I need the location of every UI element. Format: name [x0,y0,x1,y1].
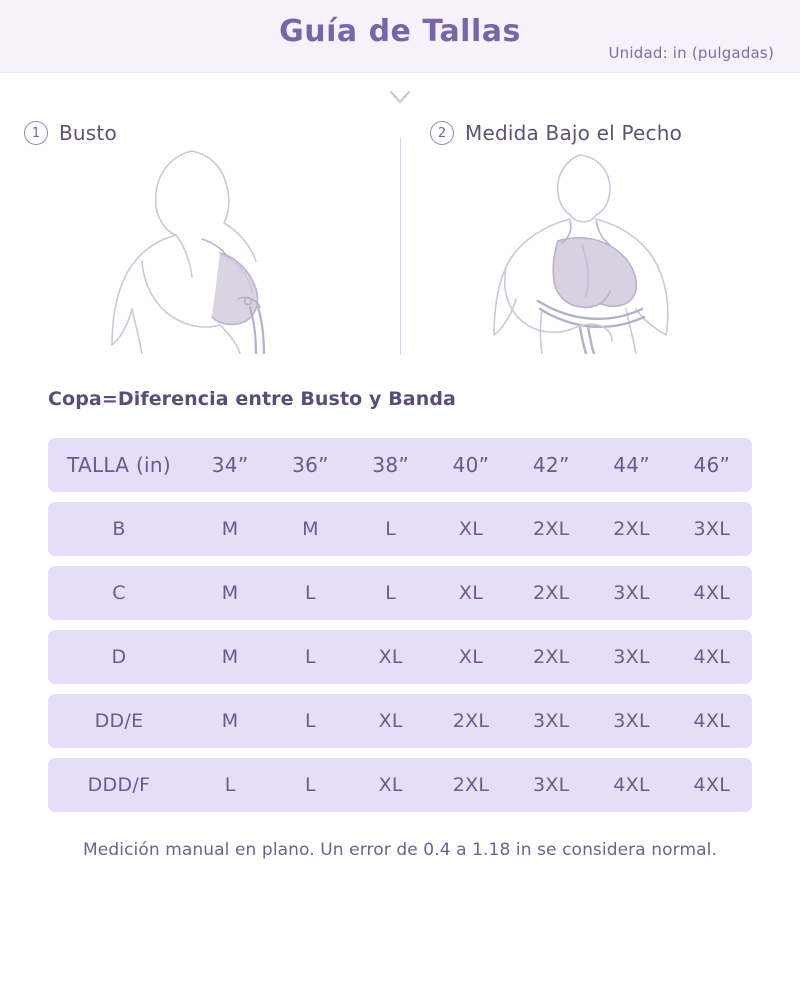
table-row [48,502,752,556]
figure-underbust [400,115,776,380]
step-badge-1: 1 [24,121,48,145]
table-cell: M [190,566,270,620]
table-cell: 4XL [672,694,752,748]
figure-bust-header [24,115,386,145]
header [0,0,800,73]
figures-section [0,115,800,380]
table-row [48,630,752,684]
chevron-down-icon [388,89,412,105]
table-cell: M [190,694,270,748]
table-cell: XL [431,502,511,556]
table-row [48,566,752,620]
table-cell: XL [351,630,431,684]
table-cell: L [190,758,270,812]
figure-underbust-header [430,115,776,145]
unit-label: Unidad: in (pulgadas) [608,44,774,62]
footnote: Medición manual en plano. Un error de 0.4 a 1.18 in se considera normal. [83,840,717,860]
cup-definition-note: Copa=Diferencia entre Busto y Banda [48,388,456,410]
chevron-area [0,73,800,115]
table-cell: 2XL [511,502,591,556]
table-header-cell: 36” [270,438,350,492]
table-cell: 2XL [431,758,511,812]
table-cell: 3XL [591,566,671,620]
page-title: Guía de Tallas [279,14,521,49]
table-cell: L [270,758,350,812]
figure-bust-label: Busto [59,121,117,145]
row-cup-label: DDD/F [48,758,190,812]
table-header-cell: 46” [672,438,752,492]
row-cup-label: B [48,502,190,556]
table-header-cell: 38” [351,438,431,492]
table-cell: 3XL [511,758,591,812]
row-cup-label: C [48,566,190,620]
table-cell: 2XL [511,566,591,620]
size-table [48,428,752,822]
table-cell: 4XL [672,566,752,620]
table-header-row [48,438,752,492]
table-cell: 4XL [672,630,752,684]
table-cell: XL [351,694,431,748]
table-cell: 3XL [591,630,671,684]
table-cell: L [270,694,350,748]
table-row [48,694,752,748]
table-header-cell: 42” [511,438,591,492]
table-cell: 2XL [431,694,511,748]
figure-underbust-label: Medida Bajo el Pecho [465,121,683,145]
row-cup-label: D [48,630,190,684]
table-cell: 2XL [511,630,591,684]
table-cell: 3XL [591,694,671,748]
table-cell: L [270,630,350,684]
table-cell: XL [351,758,431,812]
table-cell: L [270,566,350,620]
table-cell: XL [431,566,511,620]
table-cell: M [190,502,270,556]
table-header-cell: 34” [190,438,270,492]
table-header-cell: TALLA (in) [48,438,190,492]
table-header-cell: 44” [591,438,671,492]
step-badge-2: 2 [430,121,454,145]
underbust-measure-illustration [430,149,776,354]
table-cell: 3XL [672,502,752,556]
table-cell: 4XL [591,758,671,812]
figure-bust [24,115,400,380]
table-cell: L [351,566,431,620]
table-cell: 4XL [672,758,752,812]
table-cell: L [351,502,431,556]
table-header-cell: 40” [431,438,511,492]
table-cell: XL [431,630,511,684]
row-cup-label: DD/E [48,694,190,748]
table-cell: 2XL [591,502,671,556]
table-row [48,758,752,812]
bust-measure-illustration [24,149,386,354]
table-cell: M [270,502,350,556]
table-cell: M [190,630,270,684]
table-cell: 3XL [511,694,591,748]
size-table-wrap [48,428,752,822]
